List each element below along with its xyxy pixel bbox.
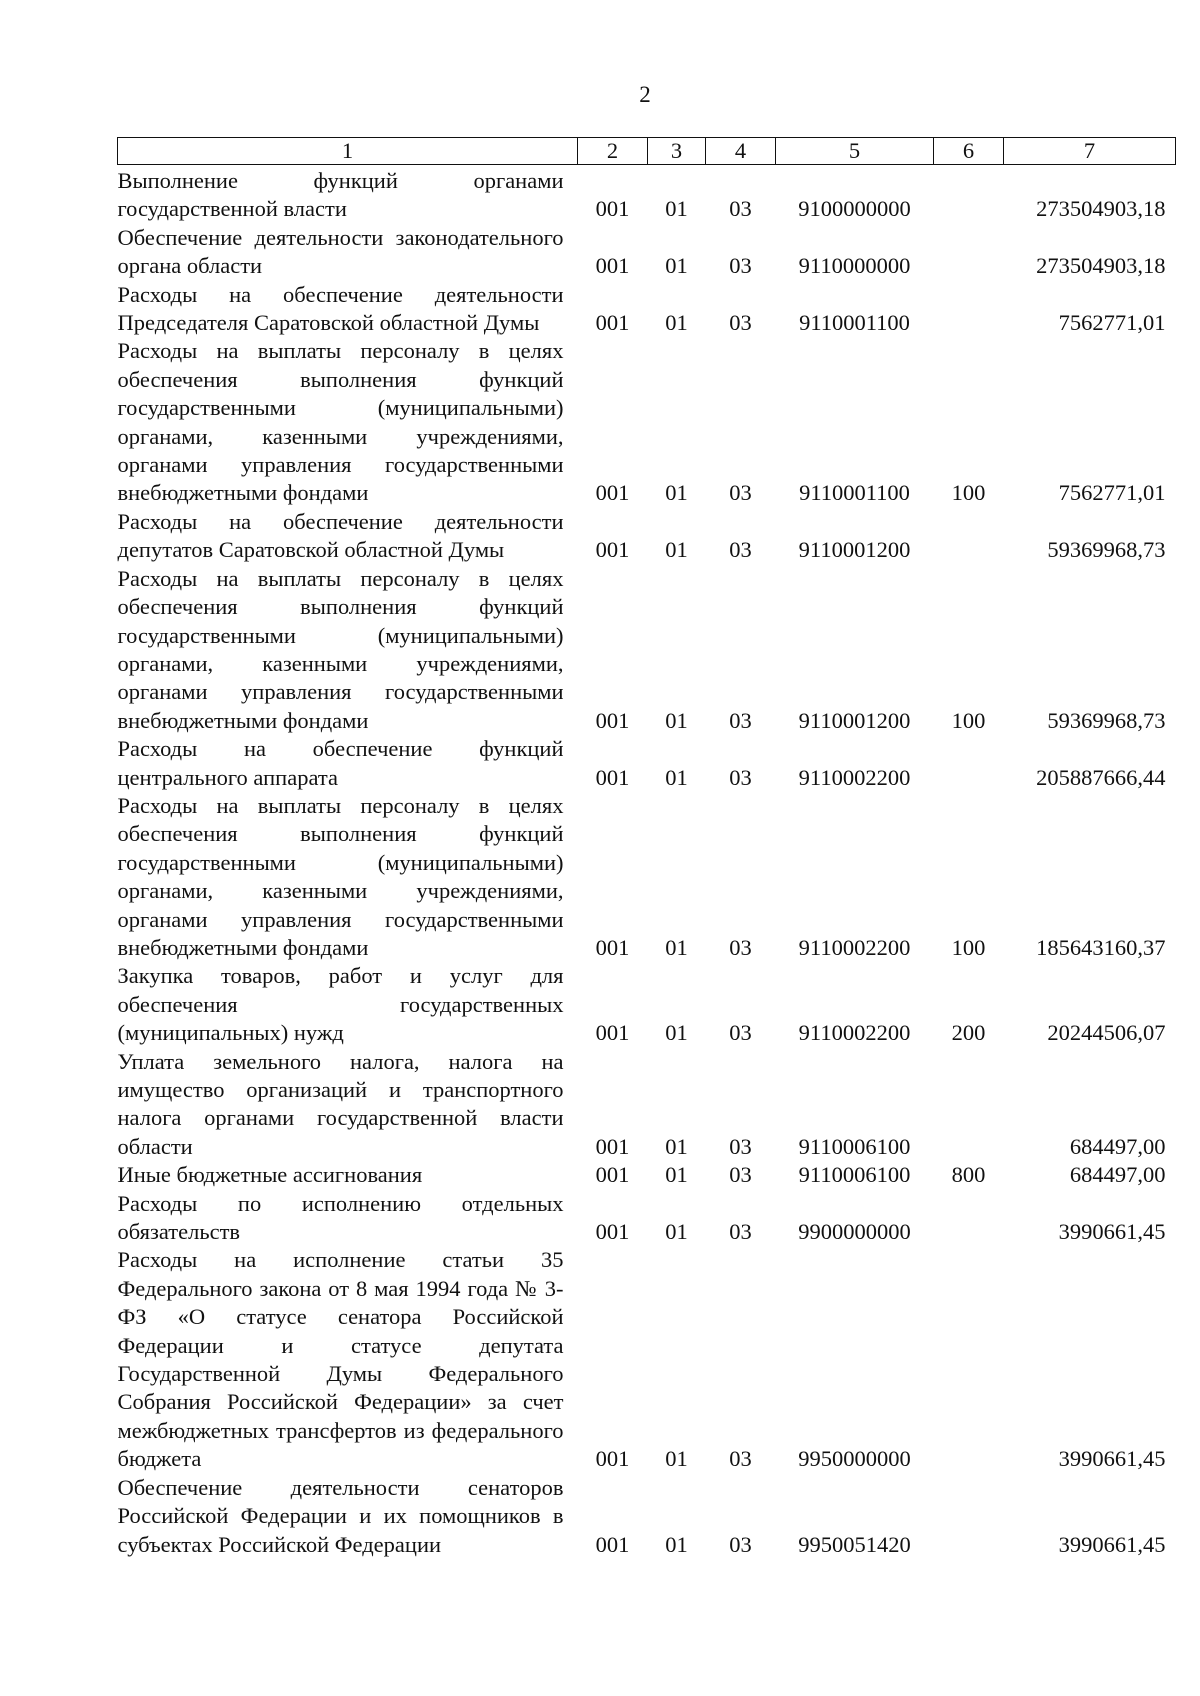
header-col-3: 3: [648, 138, 706, 165]
item-name-text: Расходы на выплаты персоналу в целях обеспечения выполнения функций государственными (муниципальными) органами, казенными учреждениями, органами управления государственными внебюджетными фондами: [117, 792, 564, 960]
item-name-text: Расходы на обеспечение деятельности Председателя Саратовской областной Думы: [117, 281, 564, 336]
cell-section-code: 01: [665, 310, 688, 336]
item-name-text: Расходы на обеспечение деятельности депутатов Саратовской областной Думы: [117, 508, 564, 563]
cell-expense-type-code: 100: [951, 480, 986, 506]
cell-department-code: 001: [595, 537, 630, 563]
cell-target-article-code: 9110001100: [799, 310, 910, 336]
item-name-text: Обеспечение деятельности сенаторов Российской Федерации и их помощников в субъектах Российской Федерации: [117, 1474, 564, 1557]
cell-section-code: 01: [665, 1531, 688, 1557]
header-col-1: 1: [118, 138, 578, 165]
cell-subsection-code: 03: [729, 934, 752, 960]
cell-department-code: 001: [595, 310, 630, 336]
budget-table: [117, 137, 1176, 1559]
item-name-text: Обеспечение деятельности законодательного органа области: [117, 224, 564, 279]
table-row: [118, 165, 1176, 224]
table-body: [118, 165, 1176, 1559]
cell-section-code: 01: [665, 934, 688, 960]
cell-section-code: 01: [665, 1133, 688, 1159]
cell-target-article-code: 9110006100: [798, 1162, 911, 1188]
cell-item-name: [118, 224, 578, 281]
cell-expense-type-code: 200: [951, 1020, 986, 1046]
table-row: [118, 1474, 1176, 1559]
table-row: [118, 508, 1176, 565]
item-name-text: Закупка товаров, работ и услуг для обеспечения государственных (муниципальных) нужд: [117, 963, 564, 1046]
header-col-5: 5: [776, 138, 934, 165]
cell-section-code: 01: [665, 707, 688, 733]
item-name-text: Расходы по исполнению отдельных обязательств: [117, 1190, 564, 1245]
header-col-2: 2: [578, 138, 648, 165]
page-number: 2: [639, 82, 651, 107]
cell-item-name: [118, 508, 578, 565]
cell-department-code: 001: [595, 196, 630, 222]
budget-table-container: [117, 137, 1175, 1559]
cell-subsection-code: 03: [729, 1162, 752, 1188]
cell-subsection-code: 03: [729, 764, 752, 790]
cell-amount: 185643160,37: [1036, 934, 1166, 960]
cell-expense-type-code: [934, 281, 1004, 338]
cell-subsection-code: 03: [729, 1446, 752, 1472]
cell-amount: 273504903,18: [1036, 253, 1166, 279]
cell-amount: 59369968,73: [1047, 537, 1166, 563]
cell-item-name: [118, 735, 578, 792]
cell-section-code: 01: [665, 1162, 688, 1188]
cell-item-name: [118, 565, 578, 735]
cell-amount: 3990661,45: [1058, 1531, 1166, 1557]
cell-target-article-code: 9110001200: [798, 707, 911, 733]
cell-department-code: 001: [595, 1020, 630, 1046]
cell-section-code: 01: [665, 480, 688, 506]
table-row: [118, 337, 1176, 507]
item-name-text: Выполнение функций органами государственной власти: [117, 168, 564, 222]
cell-department-code: 001: [595, 1531, 630, 1557]
cell-item-name: [118, 1474, 578, 1559]
table-row: [118, 1048, 1176, 1162]
cell-section-code: 01: [665, 196, 688, 222]
cell-amount: 7562771,01: [1058, 310, 1166, 336]
cell-target-article-code: 9110001200: [798, 537, 911, 563]
table-header: [118, 138, 1176, 165]
cell-item-name: [118, 1246, 578, 1473]
cell-target-article-code: 9950051420: [798, 1531, 911, 1557]
cell-item-name: [118, 281, 578, 338]
cell-department-code: 001: [595, 480, 630, 506]
cell-subsection-code: 03: [729, 1020, 752, 1046]
cell-expense-type-code: [934, 508, 1004, 565]
cell-expense-type-code: [934, 735, 1004, 792]
cell-amount: 3990661,45: [1058, 1219, 1166, 1245]
cell-department-code: 001: [595, 1219, 630, 1245]
table-row: [118, 1161, 1176, 1189]
cell-expense-type-code: [934, 1190, 1004, 1247]
cell-target-article-code: 9110001100: [799, 480, 910, 506]
table-row: [118, 962, 1176, 1047]
cell-amount: 3990661,45: [1058, 1446, 1166, 1472]
cell-target-article-code: 9100000000: [798, 196, 911, 222]
cell-target-article-code: 9110002200: [798, 1020, 911, 1046]
cell-department-code: 001: [595, 707, 630, 733]
cell-item-name: [118, 165, 578, 224]
cell-subsection-code: 03: [729, 253, 752, 279]
header-col-6: 6: [934, 138, 1004, 165]
cell-target-article-code: 9950000000: [798, 1446, 911, 1472]
cell-section-code: 01: [665, 537, 688, 563]
header-col-4: 4: [706, 138, 776, 165]
cell-subsection-code: 03: [729, 1219, 752, 1245]
cell-section-code: 01: [665, 764, 688, 790]
item-name-text: Уплата земельного налога, налога на имущество организаций и транспортного налога органами государственной власти области: [117, 1048, 564, 1159]
cell-subsection-code: 03: [729, 196, 752, 222]
cell-section-code: 01: [665, 253, 688, 279]
table-row: [118, 281, 1176, 338]
cell-amount: 7562771,01: [1058, 480, 1166, 506]
cell-subsection-code: 03: [729, 310, 752, 336]
cell-target-article-code: 9110002200: [798, 764, 911, 790]
cell-item-name: [118, 792, 578, 962]
item-name-text: Иные бюджетные ассигнования: [117, 1162, 423, 1188]
cell-amount: 205887666,44: [1036, 764, 1166, 790]
cell-expense-type-code: 100: [951, 707, 986, 733]
cell-section-code: 01: [665, 1219, 688, 1245]
table-row: [118, 565, 1176, 735]
cell-department-code: 001: [595, 1133, 630, 1159]
cell-item-name: [118, 962, 578, 1047]
cell-amount: 20244506,07: [1047, 1020, 1166, 1046]
table-row: [118, 792, 1176, 962]
cell-target-article-code: 9110006100: [798, 1133, 911, 1159]
cell-expense-type-code: [934, 1048, 1004, 1162]
table-row: [118, 224, 1176, 281]
cell-subsection-code: 03: [729, 707, 752, 733]
cell-item-name: [118, 1161, 578, 1189]
cell-amount: 684497,00: [1069, 1133, 1166, 1159]
item-name-text: Расходы на выплаты персоналу в целях обеспечения выполнения функций государственными (муниципальными) органами, казенными учреждениями, органами управления государственными внебюджетными фондами: [117, 565, 564, 733]
cell-section-code: 01: [665, 1446, 688, 1472]
cell-department-code: 001: [595, 934, 630, 960]
table-row: [118, 1246, 1176, 1473]
cell-subsection-code: 03: [729, 1133, 752, 1159]
cell-amount: 273504903,18: [1036, 196, 1166, 222]
table-row: [118, 735, 1176, 792]
header-row: [118, 138, 1176, 165]
cell-expense-type-code: [934, 224, 1004, 281]
cell-department-code: 001: [595, 1162, 630, 1188]
cell-item-name: [118, 1190, 578, 1247]
table-row: [118, 1190, 1176, 1247]
cell-target-article-code: 9110000000: [798, 253, 911, 279]
cell-section-code: 01: [665, 1020, 688, 1046]
cell-department-code: 001: [595, 1446, 630, 1472]
cell-target-article-code: 9900000000: [798, 1219, 911, 1245]
cell-item-name: [118, 337, 578, 507]
item-name-text: Расходы на выплаты персоналу в целях обеспечения выполнения функций государственными (муниципальными) органами, казенными учреждениями, органами управления государственными внебюджетными фондами: [117, 338, 564, 506]
cell-expense-type-code: [934, 1474, 1004, 1559]
cell-expense-type-code: 100: [951, 934, 986, 960]
cell-item-name: [118, 1048, 578, 1162]
item-name-text: Расходы на исполнение статьи 35 Федерального закона от 8 мая 1994 года № 3-ФЗ «О статусе сенатора Российской Федерации и статусе депутата Государственной Думы Федерального Собрания Российской Федерации» за счет межбюджетных трансфертов из федерального бюджета: [117, 1247, 564, 1472]
cell-amount: 59369968,73: [1047, 707, 1166, 733]
cell-amount: 684497,00: [1069, 1162, 1166, 1188]
cell-subsection-code: 03: [729, 480, 752, 506]
cell-subsection-code: 03: [729, 1531, 752, 1557]
cell-expense-type-code: [934, 1246, 1004, 1473]
cell-department-code: 001: [595, 764, 630, 790]
cell-expense-type-code: 800: [951, 1162, 986, 1188]
cell-expense-type-code: [934, 165, 1004, 224]
cell-target-article-code: 9110002200: [798, 934, 911, 960]
item-name-text: Расходы на обеспечение функций центрального аппарата: [117, 736, 564, 790]
cell-department-code: 001: [595, 253, 630, 279]
cell-subsection-code: 03: [729, 537, 752, 563]
header-col-7: 7: [1004, 138, 1176, 165]
